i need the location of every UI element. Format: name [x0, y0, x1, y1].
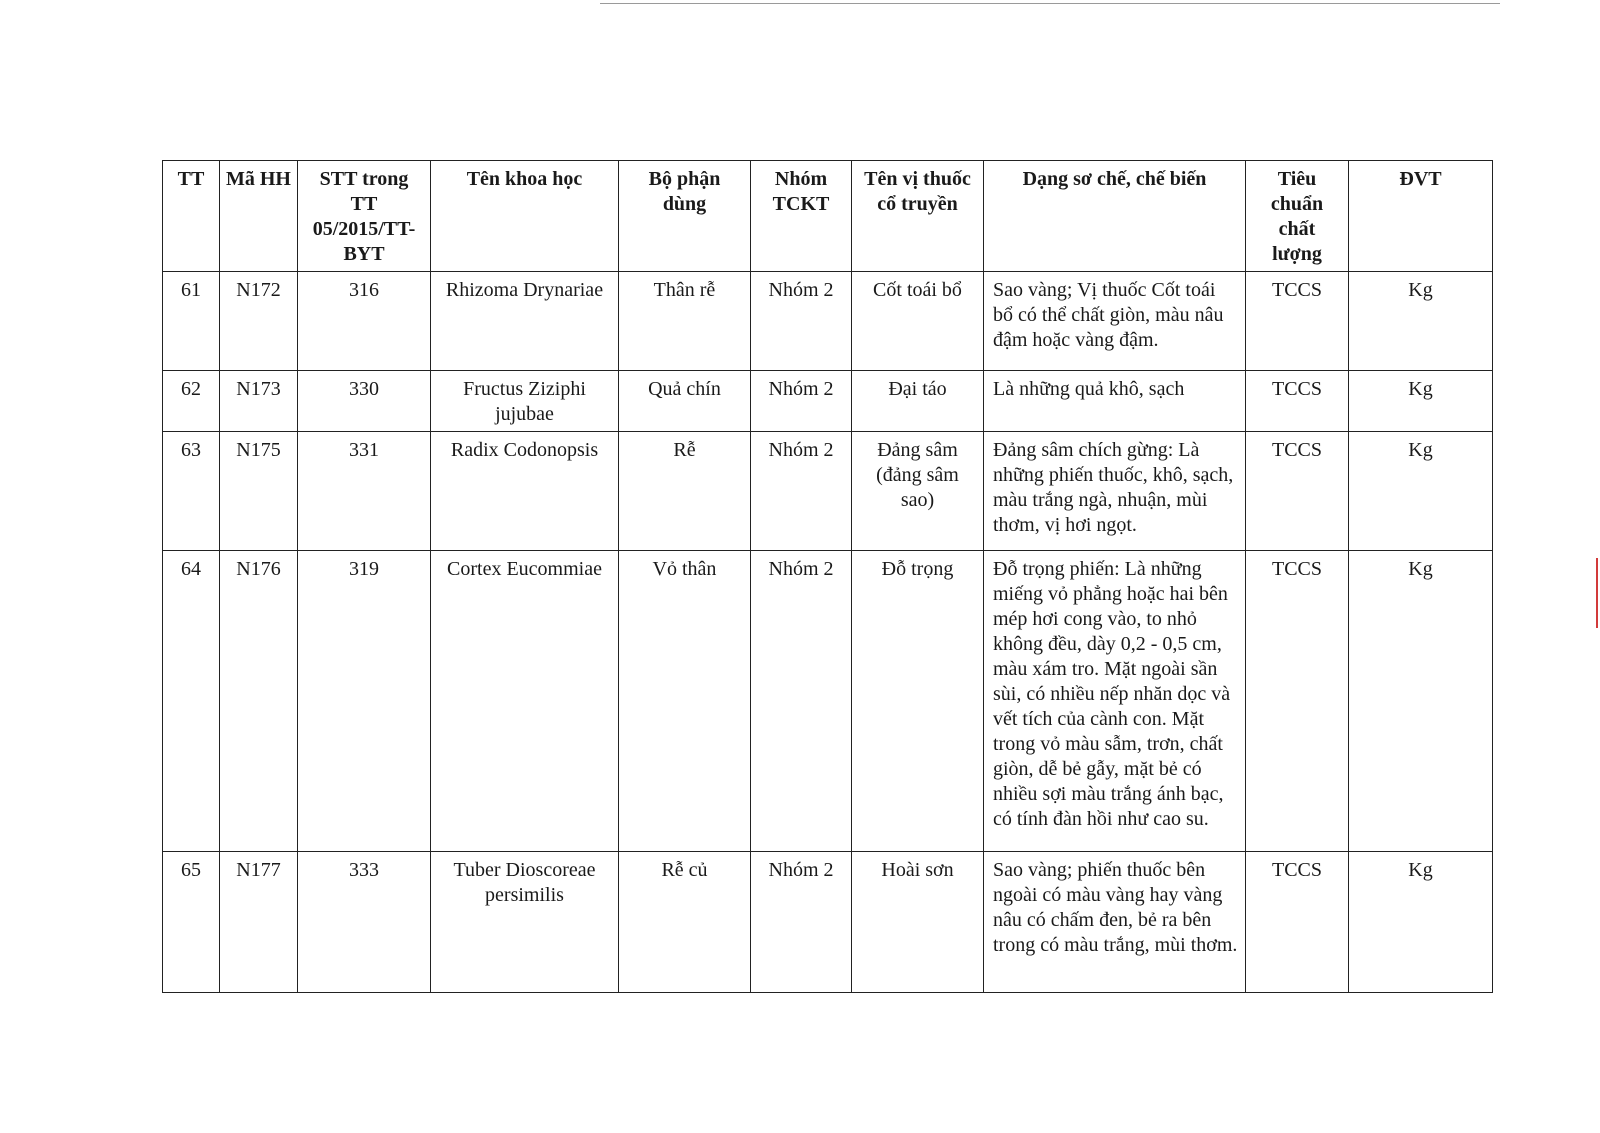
- cell-nhom: Nhóm 2: [751, 272, 852, 371]
- cell-ten-khoa-hoc: Radix Codonopsis: [431, 432, 619, 551]
- cell-dvt: Kg: [1349, 371, 1493, 432]
- cell-tt: 64: [163, 551, 220, 852]
- header-dang-so-che: Dạng sơ chế, chế biến: [984, 161, 1246, 272]
- header-bo-phan-dung: Bộ phận dùng: [619, 161, 751, 272]
- cell-ma-hh: N173: [220, 371, 298, 432]
- cell-ten-vi: Đảng sâm (đảng sâm sao): [852, 432, 984, 551]
- cell-dang-so-che: Là những quả khô, sạch: [984, 371, 1246, 432]
- cell-ten-vi: Đỗ trọng: [852, 551, 984, 852]
- header-ten-vi-thuoc: Tên vị thuốc cổ truyền: [852, 161, 984, 272]
- cell-dang-so-che: Sao vàng; Vị thuốc Cốt toái bổ có thể chất giòn, màu nâu đậm hoặc vàng đậm.: [984, 272, 1246, 371]
- header-ma-hh: Mã HH: [220, 161, 298, 272]
- herbal-medicine-table: [162, 160, 1493, 993]
- cell-nhom: Nhóm 2: [751, 371, 852, 432]
- cell-ten-khoa-hoc: Tuber Dioscoreae persimilis: [431, 852, 619, 993]
- cell-ten-vi: Hoài sơn: [852, 852, 984, 993]
- cell-tieu-chuan: TCCS: [1246, 551, 1349, 852]
- cell-ma-hh: N177: [220, 852, 298, 993]
- cell-ten-vi: Cốt toái bổ: [852, 272, 984, 371]
- cell-tieu-chuan: TCCS: [1246, 272, 1349, 371]
- cell-ten-khoa-hoc: Rhizoma Drynariae: [431, 272, 619, 371]
- cell-bo-phan: Rễ: [619, 432, 751, 551]
- scan-edge-mark: [1596, 558, 1598, 628]
- table-header-row: [163, 161, 1493, 272]
- cell-nhom: Nhóm 2: [751, 432, 852, 551]
- cell-dvt: Kg: [1349, 551, 1493, 852]
- cell-stt: 331: [298, 432, 431, 551]
- cell-stt: 316: [298, 272, 431, 371]
- cell-stt: 330: [298, 371, 431, 432]
- cell-ten-khoa-hoc: Cortex Eucommiae: [431, 551, 619, 852]
- table-row: [163, 272, 1493, 371]
- cell-bo-phan: Rễ củ: [619, 852, 751, 993]
- table-row: [163, 551, 1493, 852]
- cell-stt: 333: [298, 852, 431, 993]
- table-row: [163, 852, 1493, 993]
- header-tt: TT: [163, 161, 220, 272]
- cell-ten-vi: Đại táo: [852, 371, 984, 432]
- header-stt: STT trong TT 05/2015/TT-BYT: [298, 161, 431, 272]
- cell-stt: 319: [298, 551, 431, 852]
- cell-nhom: Nhóm 2: [751, 551, 852, 852]
- cell-tt: 61: [163, 272, 220, 371]
- cell-ma-hh: N175: [220, 432, 298, 551]
- table-row: [163, 432, 1493, 551]
- cell-bo-phan: Vỏ thân: [619, 551, 751, 852]
- cell-tieu-chuan: TCCS: [1246, 852, 1349, 993]
- cell-tieu-chuan: TCCS: [1246, 371, 1349, 432]
- cell-dang-so-che: Đỗ trọng phiến: Là những miếng vỏ phẳng hoặc hai bên mép hơi cong vào, to nhỏ không đều, dày 0,2 - 0,5 cm, màu xám tro. Mặt ngoài sần sùi, có nhiều nếp nhăn dọc và vết tích của cành con. Mặt trong vỏ màu sẫm, trơn, chất giòn, dễ bẻ gẫy, mặt bẻ có nhiều sợi màu trắng ánh bạc, có tính đàn hồi như cao su.: [984, 551, 1246, 852]
- cell-dvt: Kg: [1349, 432, 1493, 551]
- cell-bo-phan: Quả chín: [619, 371, 751, 432]
- cell-dang-so-che: Sao vàng; phiến thuốc bên ngoài có màu vàng hay vàng nâu có chấm đen, bẻ ra bên trong có màu trắng, mùi thơm.: [984, 852, 1246, 993]
- cell-tt: 63: [163, 432, 220, 551]
- table-row: [163, 371, 1493, 432]
- cell-nhom: Nhóm 2: [751, 852, 852, 993]
- cell-ma-hh: N176: [220, 551, 298, 852]
- cell-ten-khoa-hoc: Fructus Ziziphi jujubae: [431, 371, 619, 432]
- header-nhom-tckt: Nhóm TCKT: [751, 161, 852, 272]
- header-dvt: ĐVT: [1349, 161, 1493, 272]
- cell-dang-so-che: Đảng sâm chích gừng: Là những phiến thuốc, khô, sạch, màu trắng ngà, nhuận, mùi thơm, vị hơi ngọt.: [984, 432, 1246, 551]
- cell-tieu-chuan: TCCS: [1246, 432, 1349, 551]
- cell-ma-hh: N172: [220, 272, 298, 371]
- cell-dvt: Kg: [1349, 852, 1493, 993]
- cell-dvt: Kg: [1349, 272, 1493, 371]
- scan-top-rule: [600, 3, 1500, 4]
- cell-bo-phan: Thân rễ: [619, 272, 751, 371]
- header-ten-khoa-hoc: Tên khoa học: [431, 161, 619, 272]
- cell-tt: 65: [163, 852, 220, 993]
- header-tieu-chuan: Tiêu chuẩn chất lượng: [1246, 161, 1349, 272]
- cell-tt: 62: [163, 371, 220, 432]
